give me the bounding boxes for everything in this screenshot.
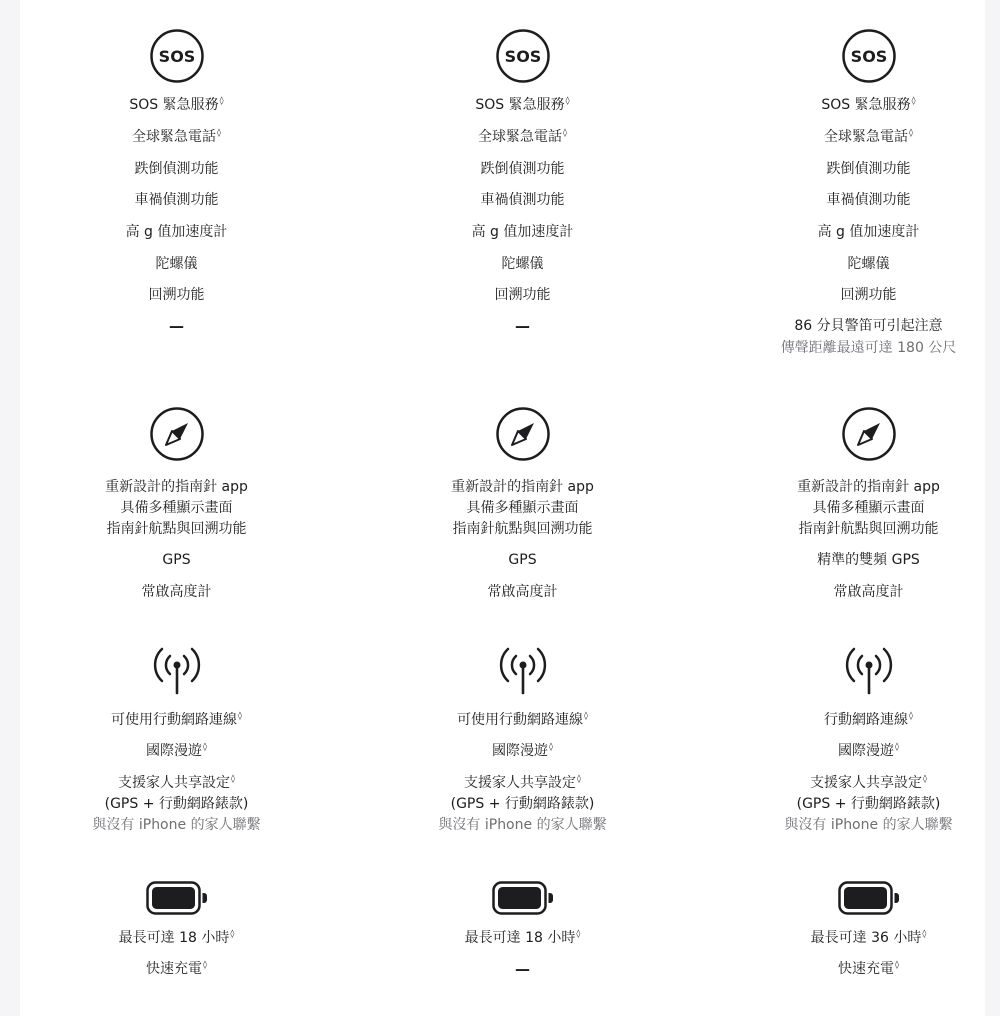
- sos-feature: SOS 緊急服務◊: [129, 96, 224, 113]
- svg-text:SOS: SOS: [158, 47, 196, 66]
- family-setup-subtext: 與沒有 iPhone 的家人聯繫: [784, 817, 953, 833]
- fast-charge-feature: 快速充電◊: [838, 960, 899, 977]
- fall-detection-feature: 跌倒偵測功能: [826, 161, 911, 177]
- gforce-feature: 高 g 值加速度計: [125, 224, 228, 240]
- gyro-feature: 陀螺儀: [501, 256, 544, 272]
- altimeter-feature: 常啟高度計: [833, 584, 904, 600]
- siren-feature: —: [515, 317, 530, 335]
- gps-feature: GPS: [508, 552, 537, 568]
- gforce-feature: 高 g 值加速度計: [471, 224, 574, 240]
- family-setup-feature: 支援家人共享設定◊: [464, 774, 581, 791]
- sos-icon: [495, 28, 551, 84]
- crash-detection-feature: 車禍偵測功能: [480, 192, 565, 208]
- intl-emergency-feature: 全球緊急電話◊: [132, 128, 221, 145]
- cellular-icon: [841, 646, 897, 696]
- siren-feature: —: [169, 317, 184, 335]
- compass-icon: [495, 406, 551, 462]
- intl-emergency-feature: 全球緊急電話◊: [478, 128, 567, 145]
- model-column-2: [350, 0, 695, 1016]
- family-setup-feature: 支援家人共享設定◊: [810, 774, 927, 791]
- battery-life-feature: 最長可達 36 小時◊: [810, 929, 927, 946]
- cellular-feature: 可使用行動網路連線◊: [457, 711, 588, 728]
- compass-waypoints-feature: 指南針航點與回溯功能: [106, 521, 247, 537]
- comparison-panel: [20, 0, 985, 1016]
- gyro-feature: 陀螺儀: [847, 256, 890, 272]
- altimeter-feature: 常啟高度計: [141, 584, 212, 600]
- compass-icon: [841, 406, 897, 462]
- family-setup-subtext: 與沒有 iPhone 的家人聯繫: [92, 817, 261, 833]
- crash-detection-feature: 車禍偵測功能: [134, 192, 219, 208]
- compass-app-feature: 重新設計的指南針 app: [105, 479, 248, 495]
- backtrack-feature: 回溯功能: [148, 287, 205, 303]
- cellular-feature: 可使用行動網路連線◊: [111, 711, 242, 728]
- compass-views-feature: 具備多種顯示畫面: [812, 500, 925, 516]
- sos-feature: SOS 緊急服務◊: [821, 96, 916, 113]
- compass-waypoints-feature: 指南針航點與回溯功能: [452, 521, 593, 537]
- gps-feature: 精準的雙頻 GPS: [817, 552, 920, 568]
- gyro-feature: 陀螺儀: [155, 256, 198, 272]
- cellular-icon: [149, 646, 205, 696]
- intl-emergency-feature: 全球緊急電話◊: [824, 128, 913, 145]
- crash-detection-feature: 車禍偵測功能: [826, 192, 911, 208]
- battery-icon: [492, 881, 554, 915]
- compass-app-feature: 重新設計的指南針 app: [797, 479, 940, 495]
- roaming-feature: 國際漫遊◊: [492, 742, 553, 759]
- cellular-icon: [495, 646, 551, 696]
- battery-icon: [838, 881, 900, 915]
- sos-feature: SOS 緊急服務◊: [475, 96, 570, 113]
- gps-feature: GPS: [162, 552, 191, 568]
- fast-charge-feature: —: [515, 960, 530, 978]
- sos-icon: [841, 28, 897, 84]
- battery-icon: [146, 881, 208, 915]
- compass-waypoints-feature: 指南針航點與回溯功能: [798, 521, 939, 537]
- fast-charge-feature: 快速充電◊: [146, 960, 207, 977]
- model-column-1: [4, 0, 349, 1016]
- battery-life-feature: 最長可達 18 小時◊: [118, 929, 235, 946]
- family-setup-feature: 支援家人共享設定◊: [118, 774, 235, 791]
- backtrack-feature: 回溯功能: [494, 287, 551, 303]
- sos-icon: [149, 28, 205, 84]
- roaming-feature: 國際漫遊◊: [838, 742, 899, 759]
- backtrack-feature: 回溯功能: [840, 287, 897, 303]
- cellular-feature: 行動網路連線◊: [824, 711, 913, 728]
- family-setup-subtext: 與沒有 iPhone 的家人聯繫: [438, 817, 607, 833]
- siren-subtext: 傳聲距離最遠可達 180 公尺: [780, 340, 957, 356]
- altimeter-feature: 常啟高度計: [487, 584, 558, 600]
- family-setup-models: (GPS + 行動網路錶款): [450, 796, 595, 812]
- gforce-feature: 高 g 值加速度計: [817, 224, 920, 240]
- compass-app-feature: 重新設計的指南針 app: [451, 479, 594, 495]
- family-setup-models: (GPS + 行動網路錶款): [796, 796, 941, 812]
- siren-feature: 86 分貝警笛可引起注意: [794, 318, 943, 334]
- compass-icon: [149, 406, 205, 462]
- fall-detection-feature: 跌倒偵測功能: [134, 161, 219, 177]
- model-column-3: [696, 0, 1000, 1016]
- fall-detection-feature: 跌倒偵測功能: [480, 161, 565, 177]
- battery-life-feature: 最長可達 18 小時◊: [464, 929, 581, 946]
- family-setup-models: (GPS + 行動網路錶款): [104, 796, 249, 812]
- svg-text:SOS: SOS: [504, 47, 542, 66]
- svg-text:SOS: SOS: [850, 47, 888, 66]
- compass-views-feature: 具備多種顯示畫面: [466, 500, 579, 516]
- compass-views-feature: 具備多種顯示畫面: [120, 500, 233, 516]
- roaming-feature: 國際漫遊◊: [146, 742, 207, 759]
